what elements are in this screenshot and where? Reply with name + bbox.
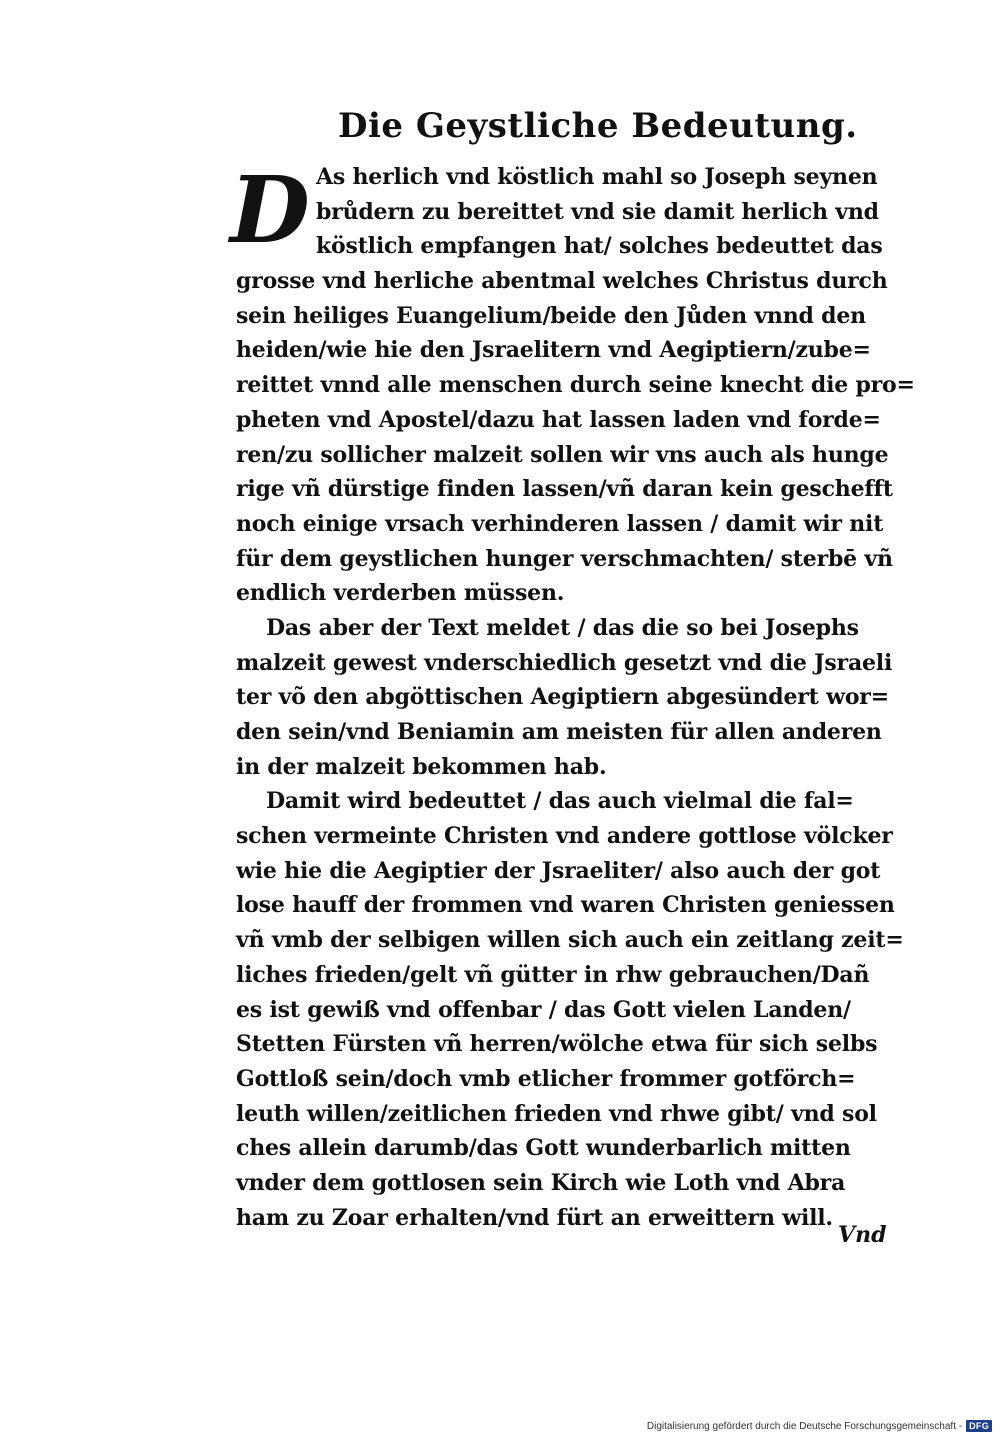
text-line: Gottloß sein/doch vmb etlicher frommer gotförch= [236,1065,856,1092]
text-line: pheten vnd Apostel/dazu hat lassen laden vnd forde= [236,406,881,433]
text-line: ren/zu sollicher malzeit sollen wir vns auch als hunge [236,441,889,468]
text-line: Das aber der Text meldet / das die so bei Josephs [266,614,859,641]
text-line: ches allein darumb/das Gott wunderbarlich mitten [236,1135,851,1162]
page-heading: Die Geystliche Bedeutung. [338,106,858,146]
text-line: schen vermeinte Christen vnd andere gottlose völcker [236,823,893,850]
text-line: endlich verderben müssen. [236,580,565,607]
text-line: rige vñ dürstige finden lassen/vñ daran kein geschefft [236,476,893,503]
text-line: leuth willen/zeitlichen frieden vnd rhwe gibt/ vnd sol [236,1100,877,1127]
text-line: Stetten Fürsten vñ herren/wölche etwa für sich selbs [236,1031,878,1058]
text-line: ter võ den abgöttischen Aegiptiern abgesündert wor= [236,684,889,711]
text-line: den sein/vnd Beniamin am meisten für allen anderen [236,719,882,745]
text-line: köstlich empfangen hat/ solches bedeuttet das [316,233,883,260]
dfg-logo-icon: DFG [966,1420,992,1432]
text-line: noch einige vrsach verhinderen lassen / damit wir nit [236,510,884,537]
catchword: Vnd [838,1222,887,1248]
digitization-footer [647,1420,992,1432]
text-line: Damit wird bedeuttet / das auch vielmal die fal= [266,788,854,815]
text-line: heiden/wie hie den Jsraelitern vnd Aegiptiern/zube= [236,337,871,364]
text-line: in der malzeit bekommen hab. [236,753,607,780]
text-line: ham zu Zoar erhalten/vnd fürt an erweittern will. [236,1204,833,1231]
footer-credit: Digitalisierung gefördert durch die Deutsche Forschungsgemeinschaft - [646,1420,963,1432]
text-line: malzeit gewest vnderschiedlich gesetzt vnd die Jsraeli [236,649,893,676]
text-line: reittet vnnd alle menschen durch seine knecht die pro= [236,372,915,399]
text-line: liches frieden/gelt vñ gütter in rhw gebrauchen/Dañ [236,961,870,988]
text-line: lose hauff der frommen vnd waren Christen geniessen [236,892,895,919]
text-line: wie hie die Aegiptier der Jsraeliter/ also auch der got [236,857,881,884]
text-line: es ist gewiß vnd offenbar / das Gott vielen Landen/ [236,996,851,1023]
text-line: brůdern zu bereittet vnd sie damit herlich vnd [316,198,879,225]
drop-cap-initial: D [230,156,310,264]
text-line: grosse vnd herliche abentmal welches Christus durch [236,268,888,295]
body-text [236,160,926,1235]
text-line: vnder dem gottlosen sein Kirch wie Loth vnd Abra [236,1169,846,1196]
text-line: sein heiliges Euangelium/beide den Jůden vnnd den [236,302,866,329]
text-line: für dem geystlichen hunger verschmachten/ sterbē vñ [236,545,893,572]
text-line: As herlich vnd köstlich mahl so Joseph seynen [316,164,878,190]
text-line: vñ vmb der selbigen willen sich auch ein zeitlang zeit= [236,927,904,954]
